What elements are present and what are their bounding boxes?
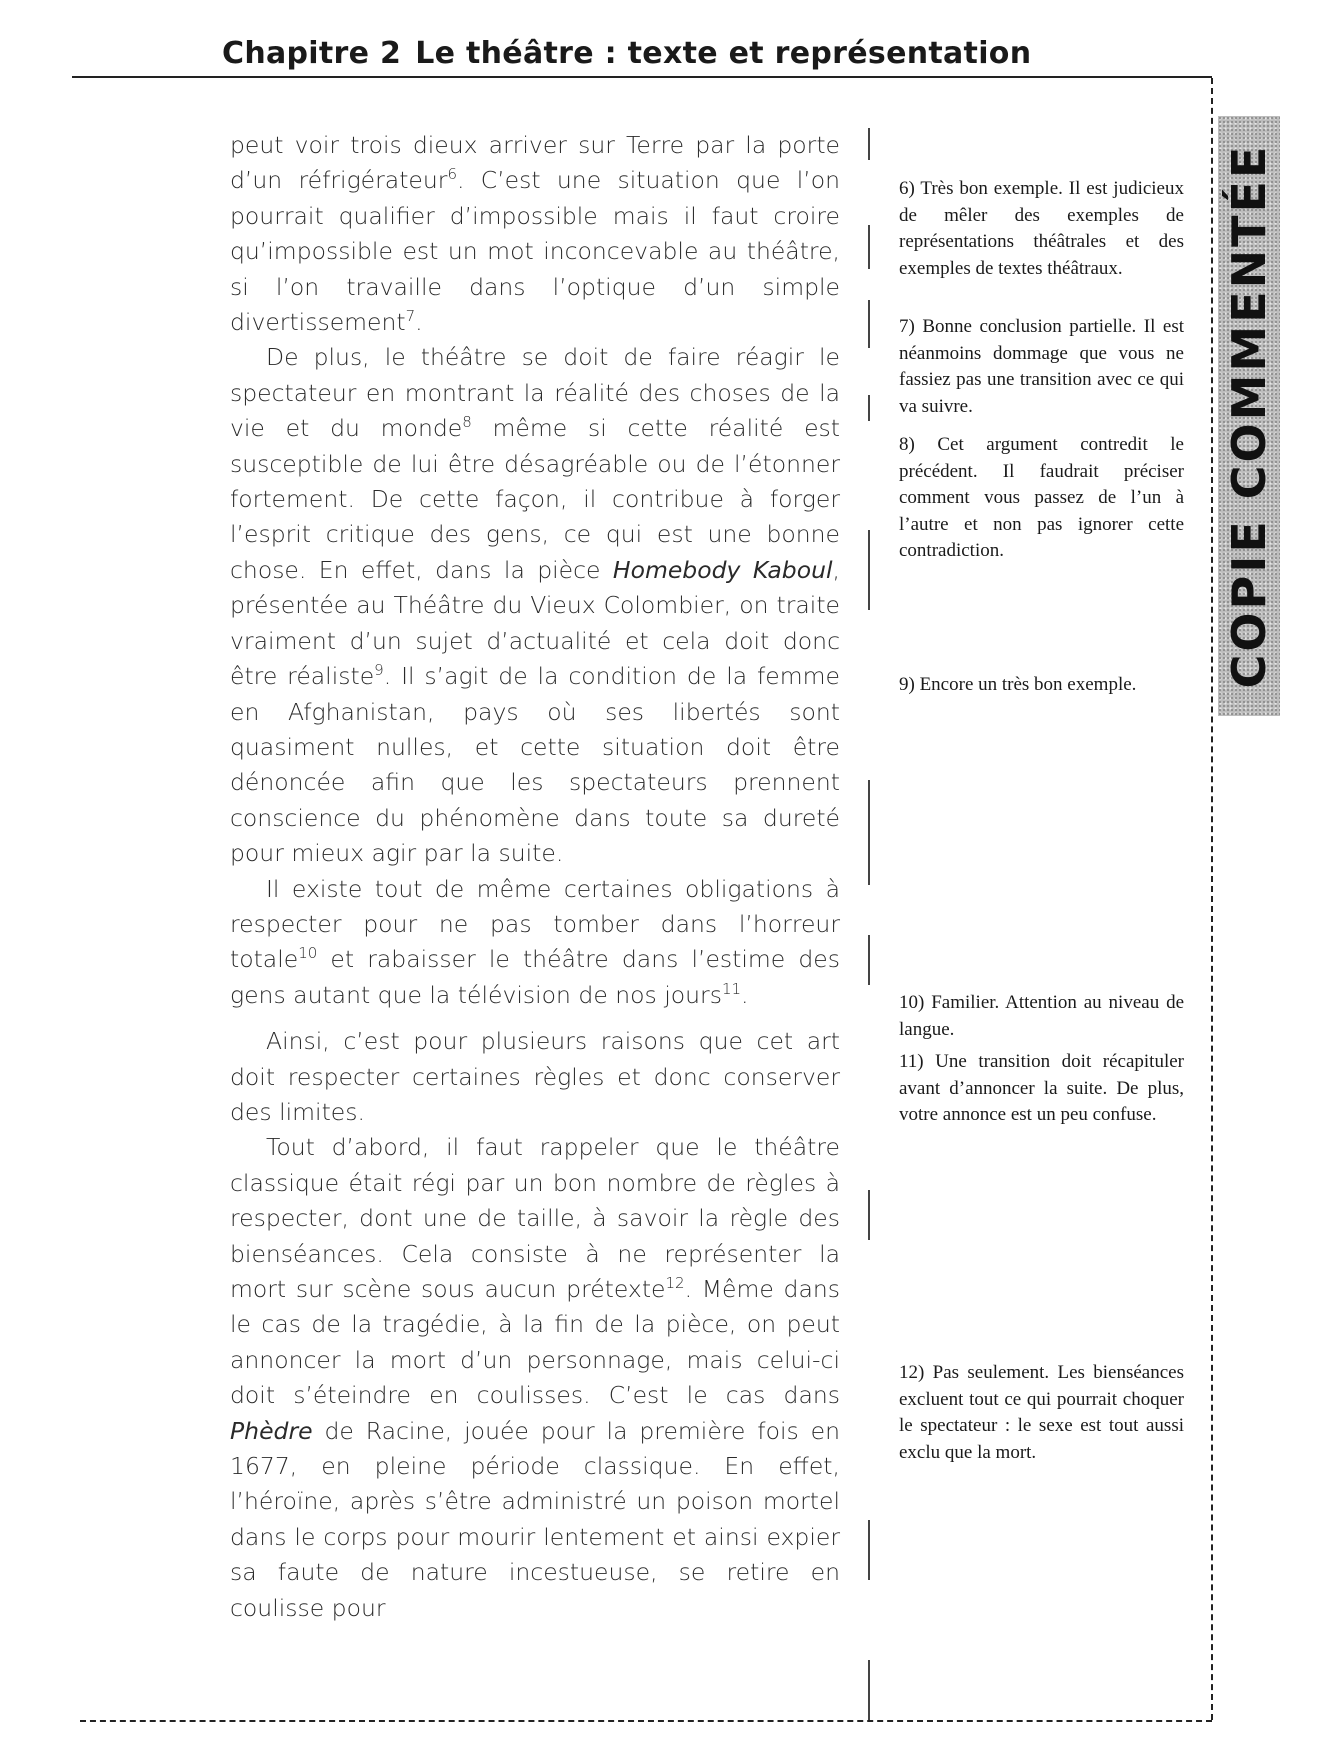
header-rule [72, 76, 1212, 78]
margin-line [868, 225, 870, 269]
note-text: 10) Familier. Attention au niveau de langue. [899, 992, 1184, 1040]
margin-line [868, 935, 870, 985]
dashed-border-bottom [80, 1720, 1212, 1722]
margin-line [868, 1660, 870, 1720]
note-text: 9) Encore un très bon exemple. [899, 674, 1137, 695]
margin-note-6 [899, 176, 1184, 282]
text-run: Tout d’abord, il faut rappeler que le théâtre classique était régi par un bon nombre de règles à respecter, dont une de taille, à savoir la règle des bienséances. Cela consiste à ne représenter la mort sur scène sous aucun prétexte [230, 1133, 840, 1303]
note-text: 8) Cet argument contredit le précédent. Il faudrait préciser comment vous passez de l’un à l’autre et non pas ignorer cette contradiction. [899, 434, 1184, 561]
note-text: 12) Pas seulement. Les bienséances excluent tout ce qui pourrait choquer le spectateur : le sexe est tout aussi exclu que la mort. [899, 1362, 1184, 1463]
text-run: . C’est une situation que l’on pourrait qualifier d’impossible mais il faut croire qu’impossible est un mot inconcevable au théâtre, si l’on travaille dans l’optique d’un simple divertissement [230, 166, 841, 337]
note-text: 6) Très bon exemple. Il est judicieux de mêler des exemples de représentations théâtrales et des exemples de textes théâtraux. [899, 178, 1184, 279]
chapter-title: Le théâtre : texte et représentation [415, 36, 1032, 71]
note-ref-10: 10 [298, 944, 318, 963]
play-title: Phèdre [230, 1416, 313, 1445]
text-run: , présentée au Théâtre du Vieux Colombier, on traite vraiment d’un sujet d’actualité et cela doit donc être réaliste [230, 555, 840, 691]
margin-line [868, 300, 870, 348]
note-ref-6: 6 [447, 165, 457, 184]
margin-line [868, 1520, 870, 1580]
margin-line [868, 395, 870, 421]
note-ref-8: 8 [462, 413, 472, 432]
margin-note-8 [899, 432, 1184, 565]
note-ref-9: 9 [374, 661, 384, 680]
text-run: même si cette réalité est susceptible de lui être désagréable ou de l’étonner fortement. De cette façon, il contribue à forger l’esprit critique des gens, ce qui est une bonne chose. En effet, dans la pièce [230, 414, 840, 584]
page-header [222, 36, 1031, 71]
margin-note-7 [899, 314, 1184, 420]
text-run: et rabaisser le théâtre dans l’estime des gens autant que la télévision de nos jours [230, 945, 840, 1009]
copie-commentee-stamp [1218, 116, 1280, 716]
stamp-label: COPIE COMMENTÉE [1222, 143, 1276, 689]
paragraph-5 [230, 1130, 840, 1626]
text-run: . Il s’agit de la condition de la femme en Afghanistan, pays où ses libertés sont quasiment nulles, et cette situation doit être dénoncée afin que les spectateurs prennent conscience du phénomène dans toute sa dureté pour mieux agir par la suite. [230, 662, 840, 868]
text-run: peut voir trois dieux arriver sur Terre par la porte d’un réfrigérateur [230, 131, 840, 195]
paragraph-1 [230, 128, 840, 340]
dashed-border-right [1211, 78, 1213, 1720]
text-run: . Même dans le cas de la tragédie, à la fin de la pièce, on peut annoncer la mort d’un personnage, mais celui-ci doit s’éteindre en coulisses. C’est le cas dans [230, 1275, 841, 1410]
text-run: De plus, le théâtre se doit de faire réagir le spectateur en montrant la réalité des choses de la vie et du monde [230, 343, 840, 443]
text-run: . [415, 308, 423, 337]
chapter-number: Chapitre 2 [222, 36, 402, 71]
note-ref-7: 7 [405, 307, 416, 326]
margin-note-11 [899, 1049, 1184, 1129]
margin-line [868, 780, 870, 885]
play-title: Homebody Kaboul [612, 555, 833, 584]
text-run: . [741, 980, 749, 1009]
note-ref-12: 12 [665, 1274, 685, 1293]
margin-line [868, 530, 870, 610]
student-text [230, 128, 840, 1626]
note-text: 11) Une transition doit récapituler avant d’annoncer la suite. De plus, votre annonce est un peu confuse. [899, 1051, 1184, 1125]
margin-note-9 [899, 672, 1184, 699]
paragraph-2 [230, 340, 840, 871]
note-ref-11: 11 [721, 979, 742, 998]
margin-note-12 [899, 1360, 1184, 1466]
margin-line [868, 128, 870, 160]
paragraph-4 [230, 1024, 840, 1130]
text-run: Ainsi, c’est pour plusieurs raisons que cet art doit respecter certaines règles et donc conserver des limites. [230, 1027, 840, 1126]
margin-line [868, 1190, 870, 1240]
paragraph-3 [230, 872, 840, 1014]
note-text: 7) Bonne conclusion partielle. Il est néanmoins dommage que vous ne fassiez pas une transition avec ce qui va suivre. [899, 316, 1184, 417]
margin-note-10 [899, 990, 1184, 1043]
text-run: de Racine, jouée pour la première fois en 1677, en pleine période classique. En effet, l’héroïne, après s’être administré un poison mortel dans le corps pour mourir lentement et ainsi expier sa faute de nature incestueuse, se retire en coulisse pour [230, 1416, 840, 1622]
text-run: Il existe tout de même certaines obligations à respecter pour ne pas tomber dans l’horreur totale [230, 874, 840, 974]
